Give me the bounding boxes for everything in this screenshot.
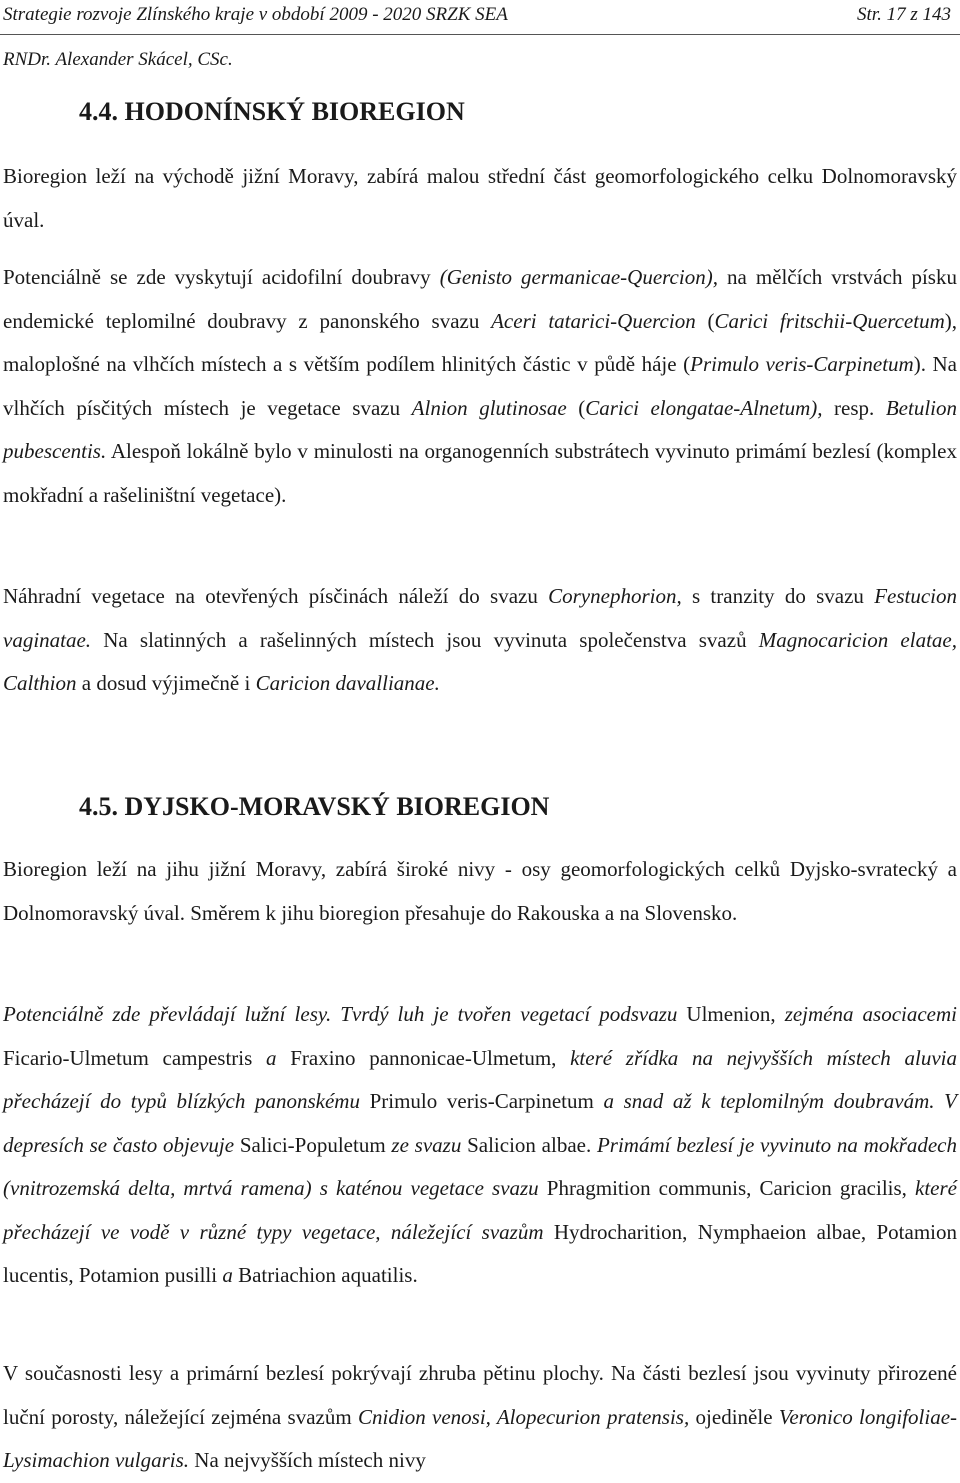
section-heading-dyjsko-moravsky: 4.5. DYJSKO-MORAVSKÝ BIOREGION xyxy=(79,792,550,821)
paragraph-hodoninsky-intro: Bioregion leží na východě jižní Moravy, zabírá malou střední část geomorfologického celku Dolnomoravský úval. xyxy=(3,164,957,232)
page-number: Str. 17 z 143 xyxy=(857,4,951,25)
paragraph-dyjsko-moravsky-potential-vegetation: Potenciálně zde převládají lužní lesy. Tvrdý luh je tvořen vegetací podsvazu Ulmenion, zejména asociacemi Ficario-Ulmetum campestris a Fraxino pannonicae-Ulmetum, které zřídka na nejvyšších místech aluvia přecházejí do typů blízkých panonskému Primulo veris-Carpinetum a snad až k teplomilným doubravám. V depresích se často objevuje Salici-Populetum ze svazu Salicion albae. Primámí bezlesí je vyvinuto na mokřadech (vnitrozemská delta, mrtvá ramena) s katénou vegetace svazu Phragmition communis, Caricion gracilis, které přecházejí ve vodě v různé typy vegetace, náležející svazům Hydrocharition, Nymphaeion albae, Potamion lucentis, Potamion pusilli a Batriachion aquatilis. xyxy=(3,1002,958,1287)
running-header xyxy=(3,4,951,26)
paragraph-dyjsko-moravsky-intro: Bioregion leží na jihu jižní Moravy, zabírá široké nivy - osy geomorfologických celků Dyjsko-svratecký a Dolnomoravský úval. Směrem k jihu bioregion přesahuje do Rakouska a na Slovensko. xyxy=(3,857,957,925)
section-heading-hodoninsky: 4.4. HODONÍNSKÝ BIOREGION xyxy=(79,97,465,126)
paragraph-hodoninsky-potential-vegetation: Potenciálně se zde vyskytují acidofilní doubravy (Genisto germanicae-Quercion), na mělčích vrstvách písku endemické teplomilné doubravy z panonského svazu Aceri tatarici-Quercion (Carici fritschii-Quercetum), maloplošné na vlhčích místech a s větším podílem hlinitých částic v půdě háje (Primulo veris-Carpinetum). Na vlhčích písčitých místech je vegetace svazu Alnion glutinosae (Carici elongatae-Alnetum), resp. Betulion pubescentis. Alespoň lokálně bylo v minulosti na organogenních substrátech vyvinuto primámí bezlesí (komplex mokřadní a rašeliništní vegetace). xyxy=(3,265,958,507)
paragraph-hodoninsky-substitute-vegetation: Náhradní vegetace na otevřených písčinách náleží do svazu Corynephorion, s tranzity do svazu Festucion vaginatae. Na slatinných a rašelinných místech jsou vyvinuta společenstva svazů Magnocaricion elatae, Calthion a dosud výjimečně i Caricion davallianae. xyxy=(3,584,958,695)
header-author: RNDr. Alexander Skácel, CSc. xyxy=(3,49,233,70)
paragraph-dyjsko-moravsky-current-state: V současnosti lesy a primární bezlesí pokrývají zhruba pětinu plochy. Na části bezlesí jsou vyvinuty přirozené luční porosty, náležející zejména svazům Cnidion venosi, Alopecurion pratensis, ojediněle Veronico longifoliae-Lysimachion vulgaris. Na nejvyšších místech nivy xyxy=(3,1361,958,1472)
header-title: Strategie rozvoje Zlínského kraje v období 2009 - 2020 SRZK SEA xyxy=(3,4,508,25)
header-divider xyxy=(0,34,960,35)
